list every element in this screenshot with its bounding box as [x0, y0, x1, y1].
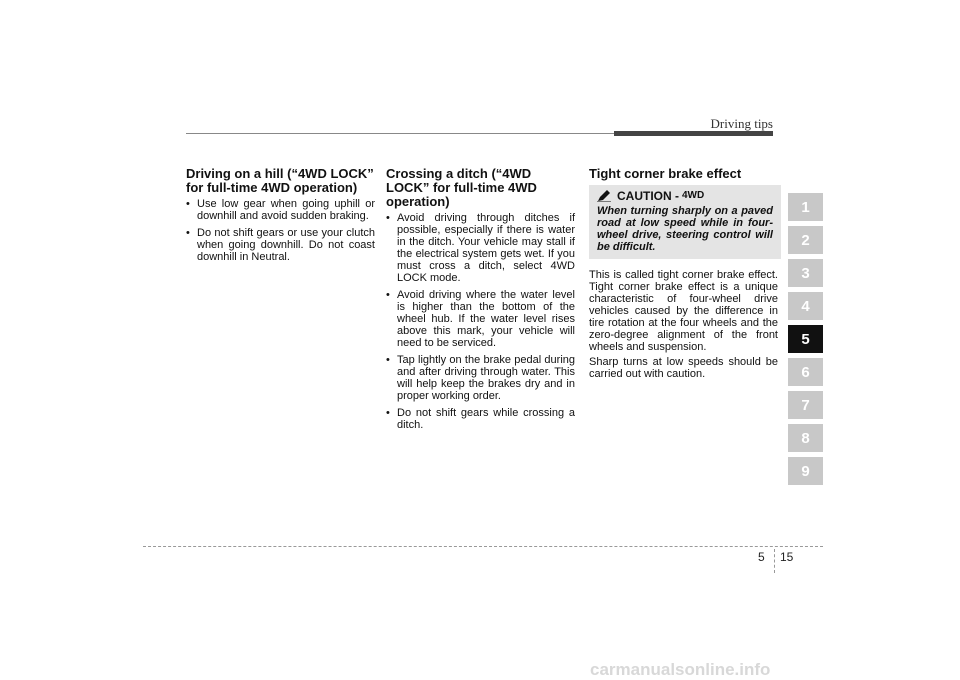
chapter-tab-7[interactable]: 7 [788, 391, 823, 419]
caution-header [597, 189, 773, 203]
caution-box [589, 185, 781, 259]
list-item: • Do not shift gears or use your clutch when going downhill. Do not coast downhill in Neutral. [186, 227, 375, 263]
chapter-tab-4[interactable]: 4 [788, 292, 823, 320]
chapter-tabs [788, 193, 823, 490]
caution-text: When turning sharply on a paved road at low speed while in four-wheel drive, steering control will be difficult. [597, 205, 773, 253]
header-rule [186, 133, 616, 134]
list-item: • Avoid driving through ditches if possible, especially if there is water in the ditch. Your vehicle may stall if the electrical system gets wet. If you must cross a ditch, select 4WD LOCK mode. [386, 212, 575, 284]
chapter-tab-3[interactable]: 3 [788, 259, 823, 287]
paragraph: This is called tight corner brake effect. Tight corner brake effect is a unique characteristic of four-wheel drive vehicles caused by the difference in tire rotation at the four wheels and the zero-degree alignment of the front wheels and suspension. [589, 269, 778, 353]
chapter-tab-5[interactable]: 5 [788, 325, 823, 353]
list-item: • Tap lightly on the brake pedal during and after driving through water. This will help keep the brakes dry and in proper working order. [386, 354, 575, 402]
footer-rule [143, 546, 823, 547]
watermark: carmanualsonline.info [590, 660, 771, 679]
bullet-list-hill [186, 198, 375, 263]
list-item: • Do not shift gears while crossing a ditch. [386, 407, 575, 431]
chapter-tab-8[interactable]: 8 [788, 424, 823, 452]
column-ditch [386, 167, 575, 436]
footer-divider [774, 549, 775, 573]
section-heading-corner-brake: Tight corner brake effect [589, 166, 742, 181]
chapter-tab-1[interactable]: 1 [788, 193, 823, 221]
caution-sub-label: 4WD [682, 190, 705, 201]
list-item: • Use low gear when going uphill or downhill and avoid sudden braking. [186, 198, 375, 222]
caution-label: CAUTION - [617, 189, 679, 203]
header-rule-accent [614, 131, 773, 136]
column-corner-brake [589, 167, 778, 383]
header-title: Driving tips [710, 116, 773, 131]
bullet-list-ditch [386, 212, 575, 431]
page-chapter-number: 5 [758, 550, 765, 564]
column-hill [186, 167, 375, 268]
page-number: 15 [780, 550, 794, 564]
chapter-tab-2[interactable]: 2 [788, 226, 823, 254]
chapter-tab-9[interactable]: 9 [788, 457, 823, 485]
paragraph: Sharp turns at low speeds should be carried out with caution. [589, 356, 778, 380]
pencil-icon [597, 190, 611, 202]
list-item: • Avoid driving where the water level is higher than the bottom of the wheel hub. If the water level rises above this mark, your vehicle will need to be serviced. [386, 289, 575, 349]
chapter-tab-6[interactable]: 6 [788, 358, 823, 386]
section-heading-hill: Driving on a hill (“4WD LOCK” for full-time 4WD operation) [186, 166, 374, 195]
section-heading-ditch: Crossing a ditch (“4WD LOCK” for full-time 4WD operation) [386, 166, 537, 209]
